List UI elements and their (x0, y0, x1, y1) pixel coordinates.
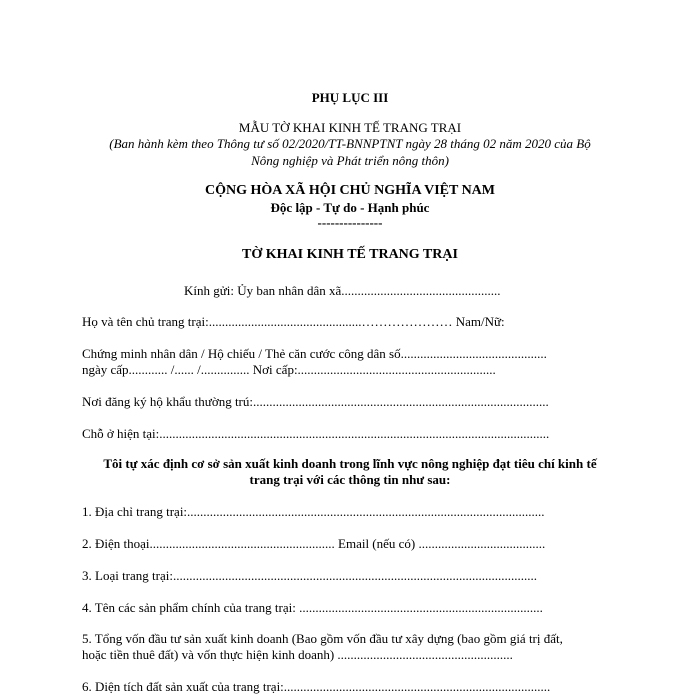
recipient-line: Kính gửi: Ủy ban nhân dân xã................................................. (184, 283, 501, 298)
item-main-products: 4. Tên các sản phẩm chính của trang trại: ........................................................................... (82, 600, 543, 615)
household-registration-field: Nơi đăng ký hộ khẩu thường trú:........................................................................................... (82, 394, 549, 409)
motto: Độc lập - Tự do - Hạnh phúc (270, 200, 430, 215)
item-land-area: 6. Diện tích đất sản xuất của trang trại:.................................................................................. (82, 679, 551, 694)
document-title: TỜ KHAI KINH TẾ TRANG TRẠI (242, 247, 458, 262)
declaration-line-2: trang trại với các thông tin như sau: (249, 472, 451, 487)
separator-line: --------------- (317, 215, 383, 230)
id-number-field: Chứng minh nhân dân / Hộ chiếu / Thẻ căn cước công dân số............................................. (82, 346, 547, 361)
form-name: MẪU TỜ KHAI KINH TẾ TRANG TRẠI (238, 120, 462, 135)
declaration-line-1: Tôi tự xác định cơ sở sản xuất kinh doanh trong lĩnh vực nông nghiệp đạt tiêu chí kinh tế (103, 456, 597, 471)
item-farm-type: 3. Loại trang trại:................................................................................................................ (82, 568, 537, 583)
current-residence-field: Chỗ ở hiện tại:........................................................................................................................ (82, 426, 550, 441)
item-phone-email: 2. Điện thoại......................................................... Email (nếu có) ....................................... (82, 536, 546, 551)
item-investment-line-2: hoặc tiền thuê đất) và vốn thực hiện kinh doanh) ...................................................... (82, 647, 513, 662)
issued-note-line-2: Nông nghiệp và Phát triển nông thôn) (251, 153, 449, 168)
item-investment-line-1: 5. Tổng vốn đầu tư sản xuất kinh doanh (Bao gồm vốn đầu tư xây dựng (bao gồm giá trị đất, (82, 631, 563, 646)
item-farm-address: 1. Địa chỉ trang trại:.............................................................................................................. (82, 504, 545, 519)
id-issue-field: ngày cấp............ /...... /............... Nơi cấp:............................................................. (82, 362, 496, 377)
nation-heading: CỘNG HÒA XÃ HỘI CHỦ NGHĨA VIỆT NAM (204, 183, 495, 198)
issued-note-line-1: (Ban hành kèm theo Thông tư số 02/2020/TT-BNNPTNT ngày 28 tháng 02 năm 2020 của Bộ (109, 136, 591, 151)
owner-name-field: Họ và tên chủ trang trại:...............................................………………… Nam/Nữ: (82, 314, 505, 329)
appendix-heading: PHỤ LỤC III (311, 90, 389, 105)
